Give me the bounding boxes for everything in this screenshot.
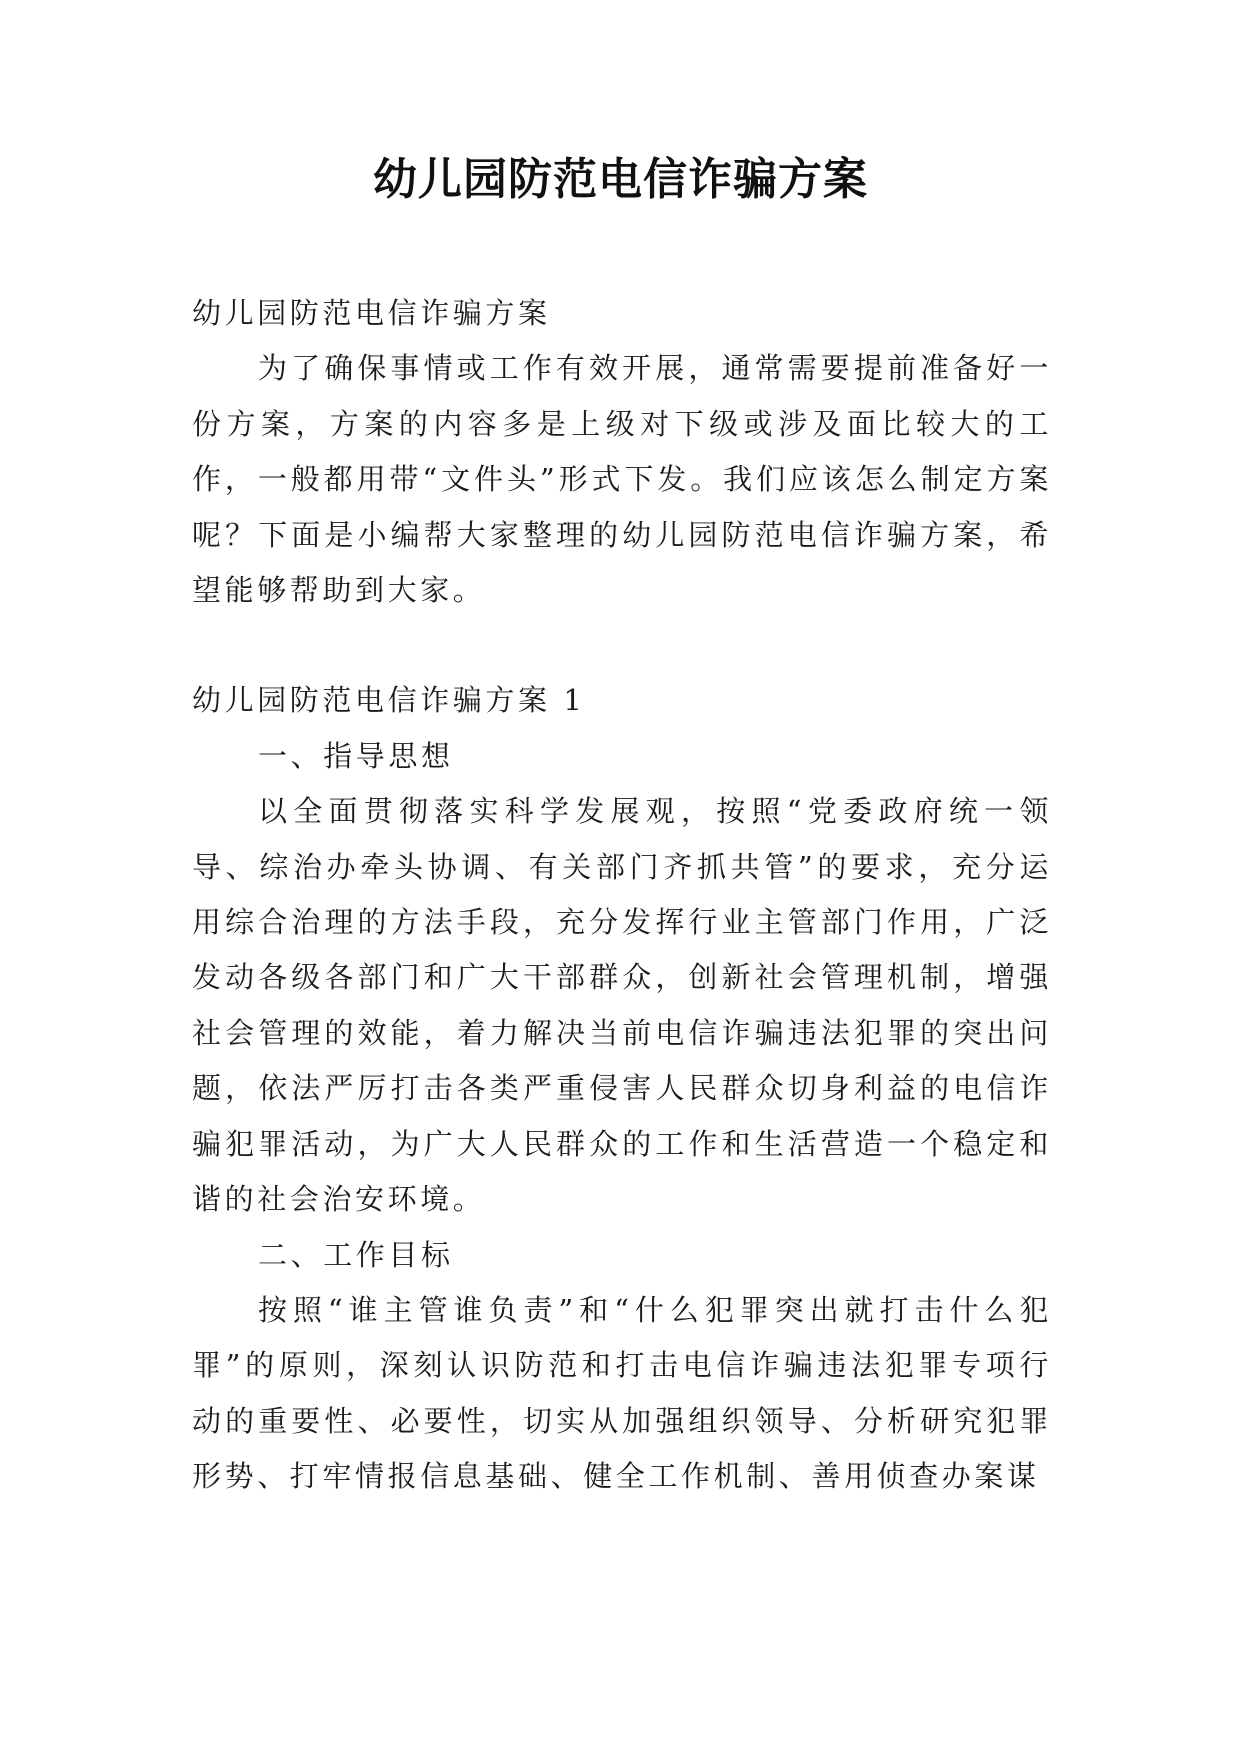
- section-title: 幼儿园防范电信诈骗方案 1: [192, 683, 586, 718]
- document-body: [192, 286, 1052, 1505]
- intro-paragraph: 为了确保事情或工作有效开展，通常需要提前准备好一份方案，方案的内容多是上级对下级或涉及面比较大的工作，一般都用带“文件头”形式下发。我们应该怎么制定方案呢？下面是小编帮大家整理的幼儿园防范电信诈骗方案，希望能够帮助到大家。: [192, 351, 1052, 608]
- heading-guiding-ideology: 一、指导思想: [258, 738, 454, 773]
- guiding-ideology-paragraph: 以全面贯彻落实科学发展观，按照“党委政府统一领导、综治办牵头协调、有关部门齐抓共管”的要求，充分运用综合治理的方法手段，充分发挥行业主管部门作用，广泛发动各级各部门和广大干部群众，创新社会管理机制，增强社会管理的效能，着力解决当前电信诈骗违法犯罪的突出问题，依法严厉打击各类严重侵害人民群众切身利益的电信诈骗犯罪活动，为广大人民群众的工作和生活营造一个稳定和谐的社会治安环境。: [192, 794, 1052, 1217]
- heading-work-goals: 二、工作目标: [258, 1237, 454, 1272]
- document-title: 幼儿园防范电信诈骗方案: [373, 154, 868, 205]
- work-goals-paragraph: 按照“谁主管谁负责”和“什么犯罪突出就打击什么犯罪”的原则，深刻认识防范和打击电信诈骗违法犯罪专项行动的重要性、必要性，切实从加强组织领导、分析研究犯罪形势、打牢情报信息基础、健全工作机制、善用侦查办案谋: [192, 1292, 1052, 1494]
- body-subtitle: 幼儿园防范电信诈骗方案: [192, 296, 551, 330]
